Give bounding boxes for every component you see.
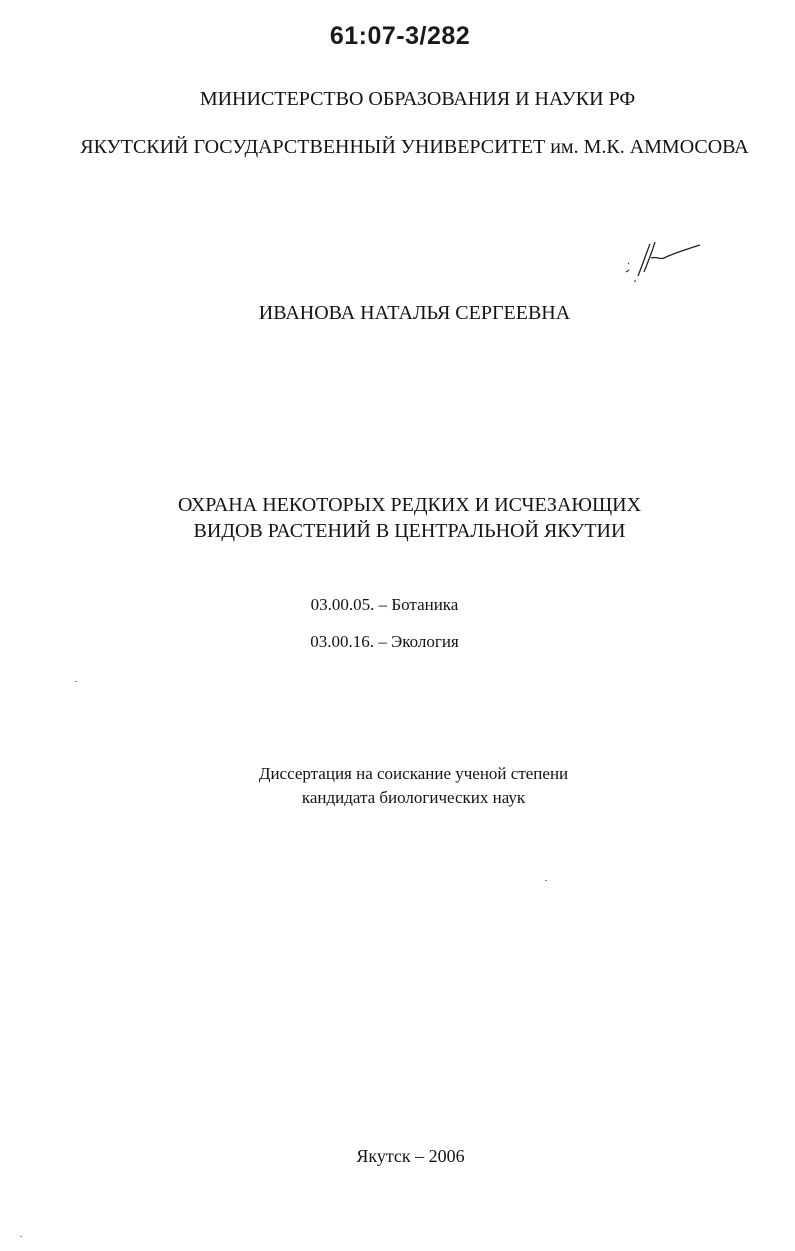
handwritten-signature — [620, 236, 710, 286]
scan-speck — [20, 1236, 22, 1237]
dissertation-title-line-2: ВИДОВ РАСТЕНИЙ В ЦЕНТРАЛЬНОЙ ЯКУТИИ — [193, 520, 626, 542]
degree-statement-line-1: Диссертация на соискание ученой степени — [258, 764, 569, 783]
ministry-name: МИНИСТЕРСТВО ОБРАЗОВАНИЯ И НАУКИ РФ — [199, 88, 636, 110]
degree-statement-line-2: кандидата биологических наук — [301, 788, 526, 807]
scan-speck — [545, 880, 547, 881]
city-and-year: Якутск – 2006 — [356, 1146, 465, 1166]
university-name: ЯКУТСКИЙ ГОСУДАРСТВЕННЫЙ УНИВЕРСИТЕТ им. М.К. АММОСОВА — [80, 136, 749, 158]
specialty-ecology: 03.00.16. – Экология — [310, 632, 459, 651]
scan-speck — [75, 681, 77, 682]
author-name: ИВАНОВА НАТАЛЬЯ СЕРГЕЕВНА — [258, 302, 571, 324]
specialty-botany: 03.00.05. – Ботаника — [310, 595, 459, 614]
catalog-stamp: 61:07-3/282 — [329, 22, 471, 50]
dissertation-title-line-1: ОХРАНА НЕКОТОРЫХ РЕДКИХ И ИСЧЕЗАЮЩИХ — [177, 494, 642, 516]
